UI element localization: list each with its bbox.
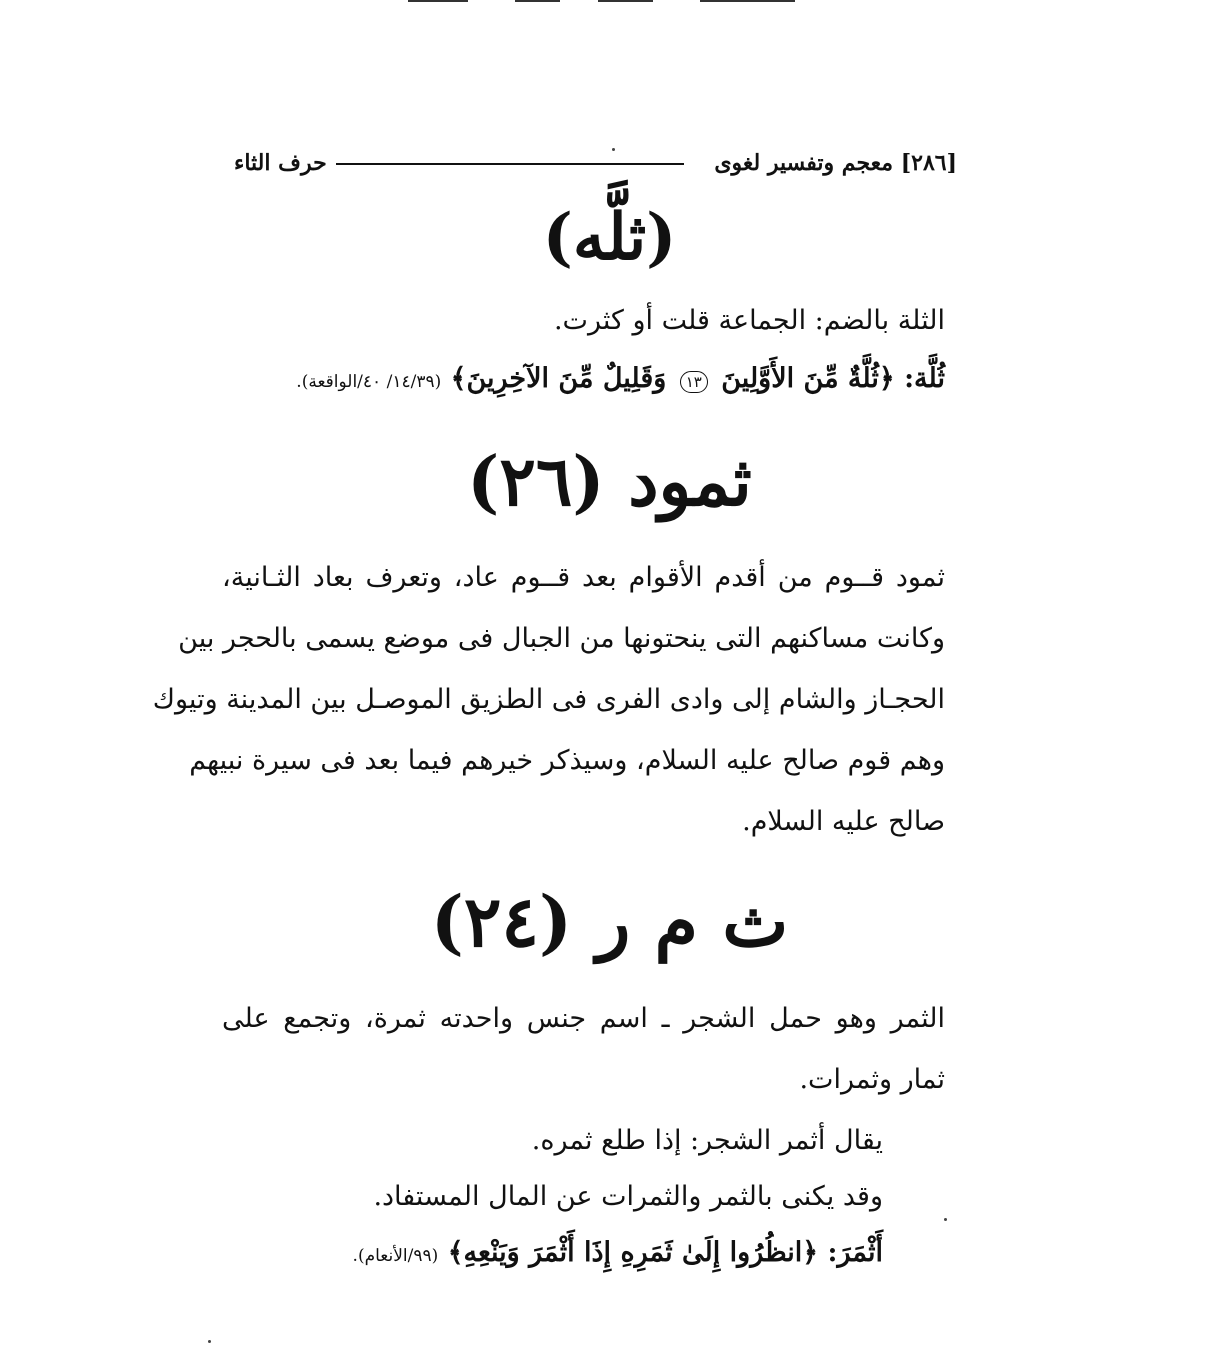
citation-word: ثُلَّة: [904,363,945,394]
header-rule [336,163,684,165]
scan-speck [612,148,615,151]
scan-speck [944,1218,947,1221]
verse-text: ﴿ثُلَّةٌ مِّنَ الأَوَّلِينَ [721,363,895,394]
entry-title-thamud: ثمود (٢٦) [467,442,752,522]
paragraph-line: الثمر وهو حمل الشجر ـ اسم جنس واحدته ثمرة، وتجمع على [222,1003,945,1034]
verse-reference: (٩٩/الأنعام). [352,1246,439,1266]
quran-citation [296,363,945,394]
paragraph-line: وكانت مساكنهم التى ينحتونها من الجبال فى موضع يسمى بالحجر بين [178,623,945,654]
scan-mark [515,0,560,2]
verse-text: وَقَلِيلٌ مِّنَ الآخِرِينَ﴾ [450,363,667,394]
paragraph-line: صالح عليه السلام. [742,806,945,837]
scan-mark [408,0,468,2]
quran-citation [353,1237,883,1268]
paragraph-line: يقال أثمر الشجر: إذا طلع ثمره. [531,1125,883,1156]
scan-speck [208,1340,211,1343]
entry-title-thulla: (ثلَّه) [542,200,677,275]
citation-word: أَثْمَرَ: [827,1237,883,1268]
paragraph-line: وقد يكنى بالثمر والثمرات عن المال المستفاد. [373,1181,883,1212]
entry-definition: الثلة بالضم: الجماعة قلت أو كثرت. [553,305,945,336]
scan-mark [598,0,653,2]
entry-title-root-thmr: ث م ر (٢٤) [430,880,789,963]
ayah-number-mark: ١٣ [680,371,708,393]
scan-mark [700,0,795,2]
verse-reference: (١٤/٣٩/ ٤٠/الواقعة). [296,372,442,392]
running-header-section: حرف الثاء [234,150,327,176]
paragraph-line: الحجـاز والشام إلى وادى الفرى فى الطزيق الموصـل بين المدينة وتيوك [152,684,945,715]
paragraph-line: ثمود قــوم من أقدم الأقوام بعد قــوم عاد، وتعرف بعاد الثـانية، [222,562,945,593]
paragraph-line: وهم قوم صالح عليه السلام، وسيذكر خيرهم فيما بعد فى سيرة نبيهم [189,745,945,776]
running-header-book: [٢٨٦] معجم وتفسير لغوى [714,150,957,176]
verse-text: ﴿انظُرُوا إِلَىٰ ثَمَرِهِ إِذَا أَثْمَرَ وَيَنْعِهِ﴾ [447,1237,819,1268]
paragraph-line: ثمار وثمرات. [799,1064,945,1095]
